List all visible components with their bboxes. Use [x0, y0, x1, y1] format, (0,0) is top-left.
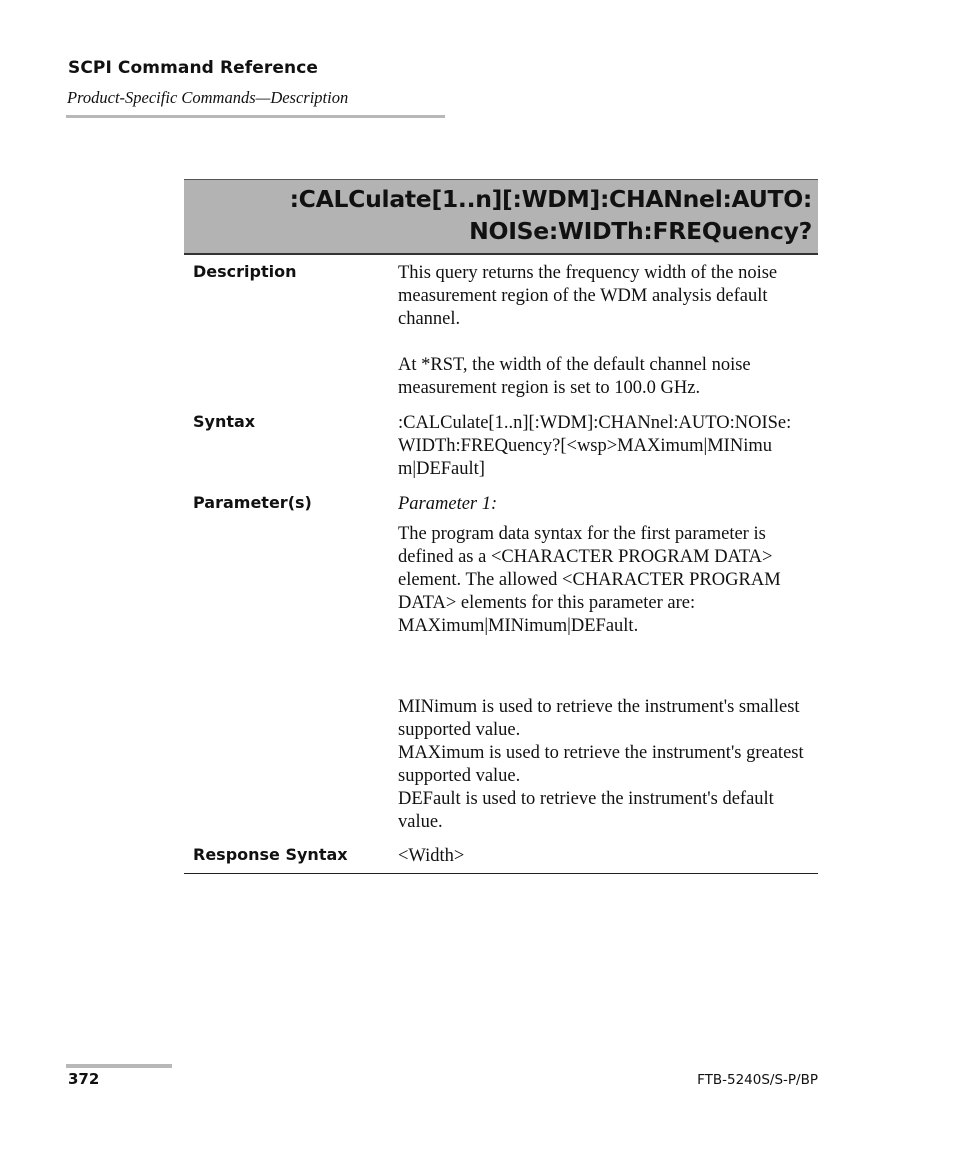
command-title-line-2: NOISe:WIDTh:FREQuency? [469, 217, 812, 245]
parameter-heading: Parameter 1: [398, 494, 498, 514]
syntax-label: Syntax [193, 412, 256, 431]
parameter-default-text: DEFault is used to retrieve the instrument's default value. [398, 789, 774, 832]
syntax-line-3: m|DEFault] [398, 459, 485, 479]
syntax-value [398, 412, 818, 481]
parameters-label: Parameter(s) [193, 493, 312, 512]
response-value: <Width> [398, 846, 465, 866]
syntax-line-1: :CALCulate[1..n][:WDM]:CHANnel:AUTO:NOISe: [398, 413, 792, 433]
command-title-line-1: :CALCulate[1..n][:WDM]:CHANnel:AUTO: [289, 185, 812, 213]
description-label: Description [193, 262, 297, 281]
section-subtitle: Product-Specific Commands—Description [67, 88, 349, 107]
parameter-minimum-text: MINimum is used to retrieve the instrument's smallest supported value. [398, 697, 800, 740]
description-paragraph-2: At *RST, the width of the default channel noise measurement region is set to 100.0 GHz. [398, 355, 751, 398]
footer-divider [66, 1064, 172, 1068]
description-value [398, 262, 818, 400]
product-name: FTB-5240S/S-P/BP [697, 1072, 818, 1088]
command-title [290, 183, 812, 247]
header-divider [66, 115, 445, 118]
table-bottom-divider [184, 873, 818, 874]
command-title-box [184, 179, 818, 255]
parameter-definition: The program data syntax for the first parameter is defined as a <CHARACTER PROGRAM DATA> element. The allowed <CHARACTER PROGRAM DATA> elements for this parameter are: MAXimum|MINimum|DEFault. [398, 524, 781, 636]
parameter-maximum-text: MAXimum is used to retrieve the instrument's greatest supported value. [398, 743, 804, 786]
parameters-value [398, 493, 818, 834]
description-paragraph-1: This query returns the frequency width of the noise measurement region of the WDM analysis default channel. [398, 263, 778, 329]
response-label: Response Syntax [193, 845, 348, 864]
section-title: SCPI Command Reference [68, 58, 319, 78]
syntax-line-2: WIDTh:FREQuency?[<wsp>MAXimum|MINimu [398, 436, 772, 456]
page-number: 372 [68, 1070, 100, 1088]
